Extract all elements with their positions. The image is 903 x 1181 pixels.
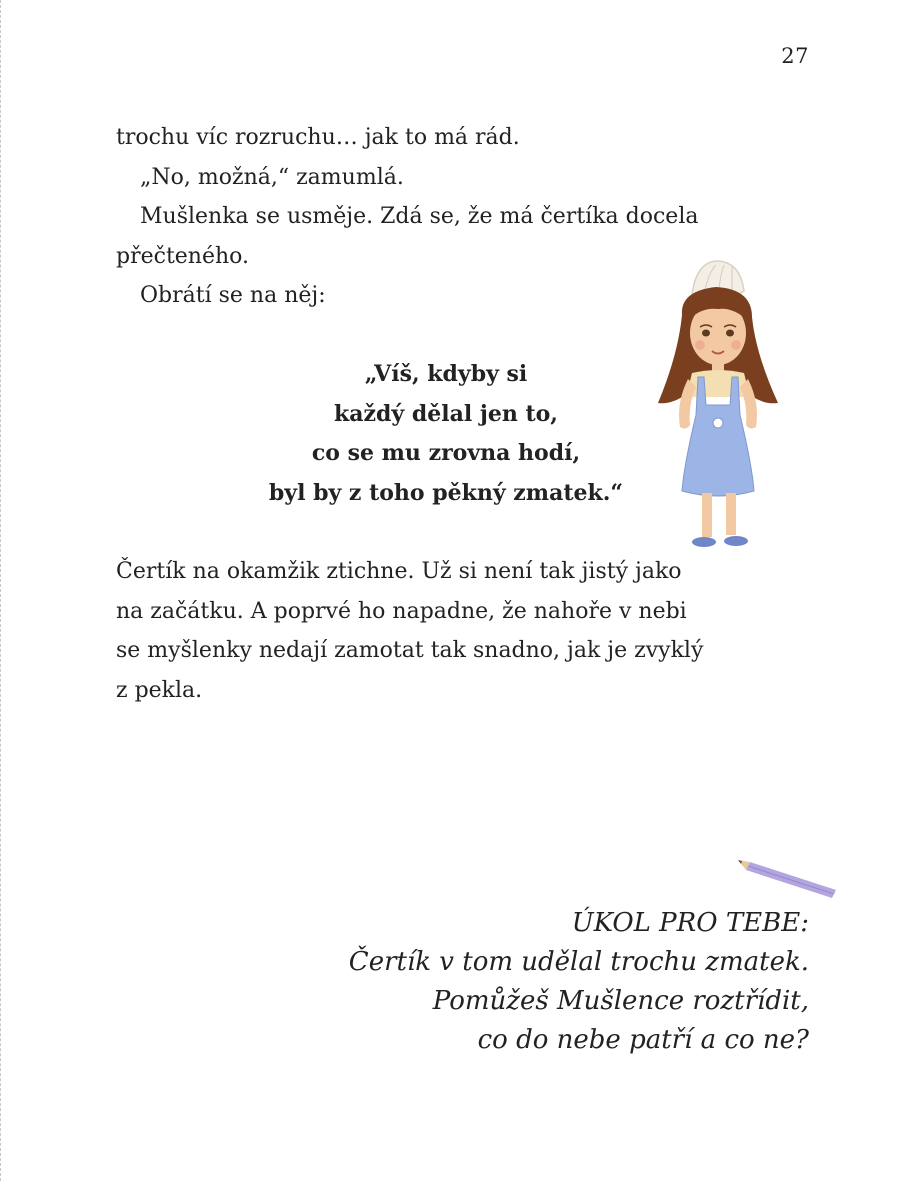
text-line: Obrátí se na něj: xyxy=(140,283,326,308)
quote-block xyxy=(246,355,646,513)
text-line: trochu víc rozruchu… jak to má rád. xyxy=(116,125,520,150)
quote-line: „Víš, kdyby si xyxy=(364,361,528,387)
quote-line: byl by z toho pěkný zmatek.“ xyxy=(268,479,624,506)
text-line: Mušlenka se usměje. Zdá se, že má čertíka docela xyxy=(140,204,699,229)
text-line: na začátku. A poprvé ho napadne, že nahoře v nebi xyxy=(116,598,687,624)
text-line: „No, možná,“ zamumlá. xyxy=(140,164,404,190)
text-line: Čertík na okamžik ztichne. Už si není tak jistý jako xyxy=(116,559,682,584)
quote-line: co se mu zrovna hodí, xyxy=(311,440,581,466)
text-line: z pekla. xyxy=(116,677,203,703)
task-heading: ÚKOL PRO TEBE: xyxy=(571,908,809,938)
task-line: Čertík v tom udělal trochu zmatek. xyxy=(348,947,809,977)
task-line: Pomůžeš Mušlence roztřídit, xyxy=(432,986,809,1016)
task-line: co do nebe patří a co ne? xyxy=(477,1025,809,1055)
pencil-icon xyxy=(736,856,840,900)
quote-line: každý dělal jen to, xyxy=(334,400,558,427)
page-edge xyxy=(0,0,3,1181)
paragraph-bottom xyxy=(116,552,816,710)
girl-illustration xyxy=(652,255,784,555)
shirt xyxy=(686,370,750,397)
task-box xyxy=(249,904,809,1060)
text-line: se myšlenky nedají zamotat tak snadno, jak je zvyklý xyxy=(116,638,704,663)
page-number: 27 xyxy=(781,44,809,68)
text-line: přečteného. xyxy=(116,243,250,269)
